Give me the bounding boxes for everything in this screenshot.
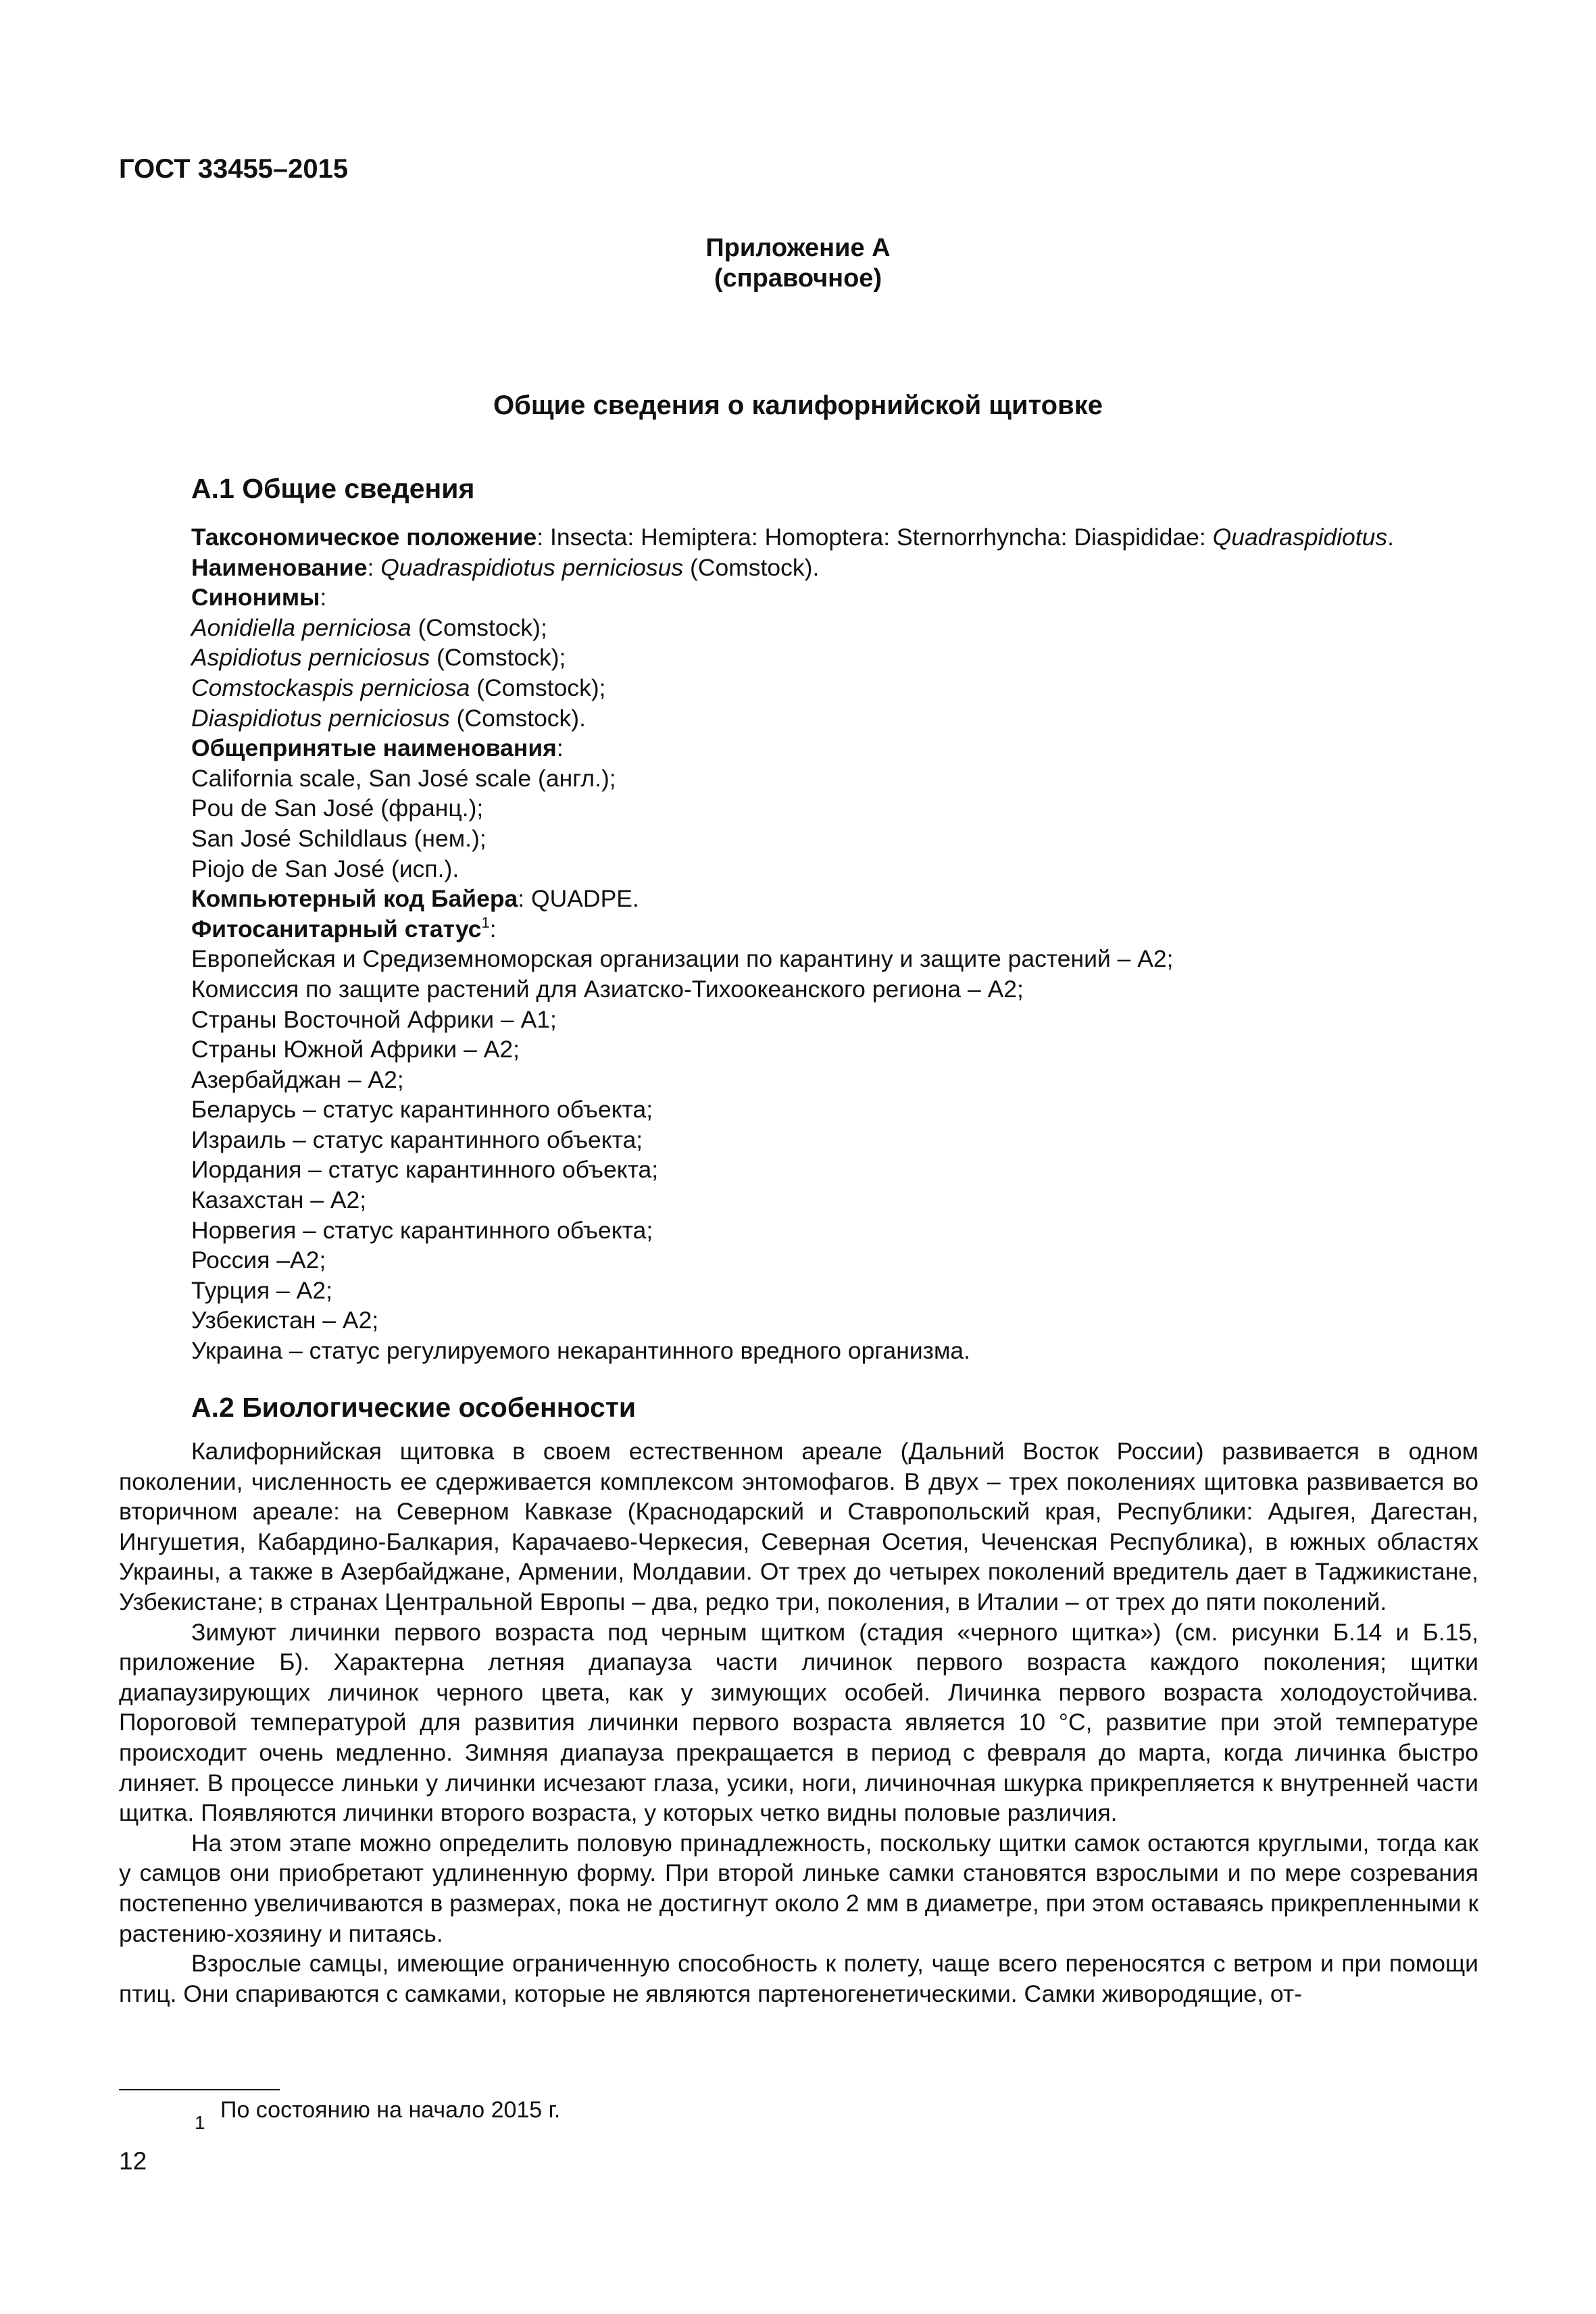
footnote-mark: 1: [195, 2112, 205, 2133]
paragraph: Взрослые самцы, имеющие ограниченную способность к полету, чаще всего переносятся с ветром и при помощи птиц. Они спариваются с самками, которые не являются партеногенетическими. Самки живородящие, от-: [119, 1950, 1478, 2007]
taxonomy-line: [191, 522, 1495, 553]
common-name-item: California scale, San José scale (англ.);: [191, 764, 616, 792]
status-item: Украина – статус регулируемого некарантинного вредного организма.: [191, 1337, 970, 1365]
bayer-value: : QUADPE.: [518, 885, 639, 913]
document-code: ГОСТ 33455–2015: [119, 154, 349, 184]
name-label: Наименование: [191, 553, 368, 581]
paragraph: Зимуют личинки первого возраста под черным щитком (стадия «черного щитка») (см. рисунки Б.14 и Б.15, приложение Б). Характерна летняя диапауза части личинок первого возраста каждого поколения; щитки диапаузирующих личинок черного цвета, как у зимующих особей. Личинка первого возраста холодоустойчива. Пороговой температурой для развития личинки первого возраста является 10 °С, развитие при этой температуре происходит очень медленно. Зимняя диапауза прекращается в период с февраля до марта, когда личинка быстро линяет. В процессе линьки у личинки исчезают глаза, усики, ноги, личиночная шкурка прикрепляется к внутренней части щитка. Появляются личинки второго возраста, у которых четко видны половые различия.: [119, 1618, 1478, 1827]
status-colon: :: [489, 915, 497, 942]
common-name-item: Piojo de San José (исп.).: [191, 855, 459, 882]
synonym-species: Aspidiotus perniciosus: [191, 644, 430, 672]
synonyms-heading: [191, 582, 1495, 613]
synonyms-label: Синонимы: [191, 584, 320, 611]
appendix-header: [0, 233, 1596, 294]
footnote-divider: [119, 2089, 280, 2090]
status-label: Фитосанитарный статус: [191, 915, 482, 942]
page-number: 12: [119, 2147, 147, 2175]
name-sep: :: [367, 553, 381, 581]
section-a2-body: [119, 1436, 1478, 2009]
name-species: Quadraspidiotus perniciosus: [380, 553, 684, 581]
synonym-author: (Comstock);: [470, 674, 606, 701]
common-names-colon: :: [556, 734, 564, 762]
status-item: Страны Восточной Африки – А1;: [191, 1005, 557, 1033]
name-line: [191, 553, 1495, 583]
status-item: Норвегия – статус карантинного объекта;: [191, 1216, 653, 1244]
bayer-label: Компьютерный код Байера: [191, 885, 518, 913]
status-item: Страны Южной Африки – А2;: [191, 1036, 520, 1063]
synonym-item: [191, 673, 1495, 703]
appendix-title: Общие сведения о калифорнийской щитовке: [493, 391, 1103, 420]
status-item: Россия –А2;: [191, 1247, 326, 1274]
status-item: Беларусь – статус карантинного объекта;: [191, 1096, 653, 1124]
appendix-type: (справочное): [714, 264, 882, 293]
common-name-item: San José Schildlaus (нем.);: [191, 824, 487, 852]
section-a1-heading: А.1 Общие сведения: [191, 473, 475, 504]
footnote-reference[interactable]: 1: [481, 913, 490, 931]
taxonomy-end: .: [1387, 524, 1395, 551]
common-names-heading: [191, 733, 1495, 763]
bayer-code-line: [191, 884, 1495, 914]
synonym-species: Comstockaspis perniciosa: [191, 674, 470, 701]
synonym-species: Diaspidiotus perniciosus: [191, 704, 450, 732]
taxonomy-genus: Quadraspidiotus: [1212, 524, 1388, 551]
taxonomy-value: : Insecta: Hemiptera: Homoptera: Sternorrhyncha: Diaspididae:: [537, 524, 1213, 551]
name-author: (Comstock).: [683, 553, 820, 581]
synonym-author: (Comstock).: [449, 704, 586, 732]
status-item: Узбекистан – А2;: [191, 1307, 379, 1334]
synonym-author: (Comstock);: [430, 644, 566, 672]
section-a1-content: [191, 522, 1495, 1366]
status-item: Азербайджан – А2;: [191, 1065, 404, 1093]
common-name-item: Pou de San José (франц.);: [191, 795, 484, 822]
common-names-label: Общепринятые наименования: [191, 734, 557, 762]
synonym-item: [191, 643, 1495, 673]
synonym-author: (Comstock);: [411, 613, 547, 641]
paragraph: Калифорнийская щитовка в своем естественном ареале (Дальний Восток России) развивается в одном поколении, численность ее сдерживается комплексом энтомофагов. В двух – трех поколениях щитовка развивается во вторичном ареале: на Северном Кавказе (Краснодарский и Ставропольский края, Республики: Адыгея, Дагестан, Ингушетия, Кабардино-Балкария, Карачаево-Черкесия, Северная Осетия, Чеченская Республика), в южных областях Украины, а также в Азербайджане, Армении, Молдавии. От трех до четырех поколений вредитель дает в Таджикистане, Узбекистане; в странах Центральной Европы – два, редко три, поколения, в Италии – от трех до пяти поколений.: [119, 1438, 1478, 1615]
paragraph: На этом этапе можно определить половую принадлежность, поскольку щитки самок остаются круглыми, тогда как у самцов они приобретают удлиненную форму. При второй линьке самки становятся взрослыми и по мере созревания постепенно увеличиваются в размерах, пока не достигнут около 2 мм в диаметре, при этом оставаясь прикрепленными к растению-хозяину и питаясь.: [119, 1829, 1478, 1947]
status-item: Иордания – статус карантинного объекта;: [191, 1156, 659, 1184]
appendix-label: Приложение А: [705, 234, 891, 262]
status-heading: [191, 914, 1495, 945]
synonym-species: Aonidiella perniciosa: [191, 613, 412, 641]
taxonomy-label: Таксономическое положение: [191, 524, 537, 551]
synonym-item: [191, 613, 1495, 643]
footnote: [119, 2096, 561, 2133]
synonym-item: [191, 703, 1495, 734]
status-item: Казахстан – А2;: [191, 1186, 367, 1214]
section-a2-heading: А.2 Биологические особенности: [191, 1392, 637, 1423]
status-item: Европейская и Средиземноморская организации по карантину и защите растений – А2;: [191, 945, 1174, 973]
footnote-text: По состоянию на начало 2015 г.: [220, 2097, 561, 2123]
status-item: Турция – А2;: [191, 1276, 332, 1304]
status-item: Израиль – статус карантинного объекта;: [191, 1126, 643, 1153]
synonyms-colon: :: [320, 584, 327, 611]
status-item: Комиссия по защите растений для Азиатско-Тихоокеанского региона – А2;: [191, 975, 1024, 1003]
